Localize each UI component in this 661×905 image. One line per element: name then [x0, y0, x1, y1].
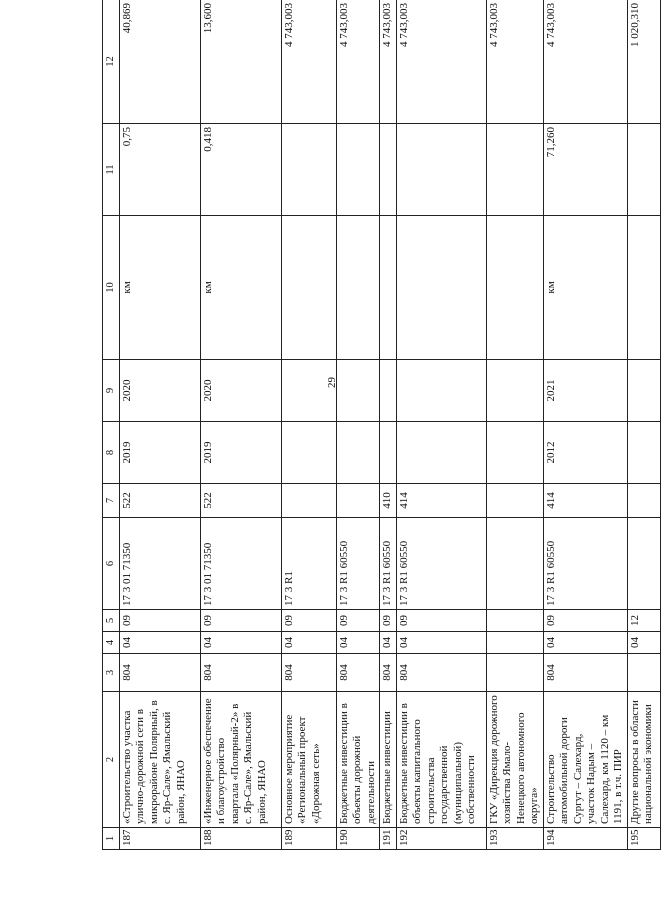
cell-row-number: 189 — [281, 828, 336, 850]
header-cell: 12 — [103, 0, 120, 124]
header-cell: 10 — [103, 216, 120, 360]
cell-col-8: 2019 — [200, 422, 281, 484]
cell-col-3: 804 — [380, 654, 397, 692]
cell-col-9: 2020 — [119, 360, 200, 422]
cell-col-6: 17 3 R1 — [281, 518, 336, 610]
cell-col-6: 17 3 01 71350 — [200, 518, 281, 610]
cell-col-5 — [486, 610, 543, 632]
cell-col-3 — [627, 654, 660, 692]
cell-col-5: 09 — [281, 610, 336, 632]
cell-col-11: 0,75 — [119, 124, 200, 216]
cell-col-7 — [486, 484, 543, 518]
cell-col-11 — [396, 124, 486, 216]
cell-col-12: 4 743,003 — [486, 0, 543, 124]
cell-row-number: 195 — [627, 828, 660, 850]
cell-col-7: 522 — [119, 484, 200, 518]
cell-col-6: 17 3 R1 60550 — [396, 518, 486, 610]
cell-row-number: 194 — [543, 828, 627, 850]
cell-col-8 — [396, 422, 486, 484]
cell-col-11: 0,418 — [200, 124, 281, 216]
cell-col-12: 1 020,310 — [627, 0, 660, 124]
table-row — [380, 0, 397, 850]
cell-name: «Строительство участка улично-дорожной сети в микрорайоне Полярный, в с. Яр-Сале», Ямальский район, ЯНАО — [119, 692, 200, 828]
header-cell: 2 — [103, 692, 120, 828]
header-cell: 7 — [103, 484, 120, 518]
table-row — [119, 0, 200, 850]
cell-col-8: 2019 — [119, 422, 200, 484]
cell-col-5: 09 — [336, 610, 380, 632]
cell-col-5: 12 — [627, 610, 660, 632]
cell-col-7: 522 — [200, 484, 281, 518]
cell-name: Бюджетные инвестиции в объекты капитального строительства государственной (муниципальной) собственности — [396, 692, 486, 828]
cell-row-number: 191 — [380, 828, 397, 850]
header-cell: 8 — [103, 422, 120, 484]
cell-col-3: 804 — [396, 654, 486, 692]
cell-name: Строительство автомобильной дороги Сургут – Салехард, участок Надым – Салехард, км 1120 – км 1191, в т.ч. ПИР — [543, 692, 627, 828]
cell-col-10 — [396, 216, 486, 360]
cell-col-3: 804 — [281, 654, 336, 692]
cell-col-9 — [281, 360, 336, 422]
cell-row-number: 190 — [336, 828, 380, 850]
header-cell: 5 — [103, 610, 120, 632]
cell-col-11 — [336, 124, 380, 216]
cell-col-4: 04 — [627, 632, 660, 654]
cell-col-10: км — [119, 216, 200, 360]
cell-col-10 — [336, 216, 380, 360]
cell-col-8: 2012 — [543, 422, 627, 484]
cell-col-4: 04 — [119, 632, 200, 654]
table-row — [200, 0, 281, 850]
cell-col-12: 4 743,003 — [336, 0, 380, 124]
cell-col-11 — [281, 124, 336, 216]
cell-col-3: 804 — [543, 654, 627, 692]
table-row — [627, 0, 660, 850]
cell-col-4: 04 — [396, 632, 486, 654]
cell-col-10 — [380, 216, 397, 360]
header-cell: 3 — [103, 654, 120, 692]
cell-col-3: 804 — [336, 654, 380, 692]
cell-col-8 — [380, 422, 397, 484]
cell-col-12: 4 743,003 — [281, 0, 336, 124]
cell-col-9 — [396, 360, 486, 422]
page-number: 29 — [326, 377, 338, 388]
cell-col-12: 13,600 — [200, 0, 281, 124]
cell-col-4: 04 — [281, 632, 336, 654]
cell-col-6: 17 3 R1 60550 — [380, 518, 397, 610]
cell-col-11: 71,260 — [543, 124, 627, 216]
cell-col-11 — [486, 124, 543, 216]
header-cell: 4 — [103, 632, 120, 654]
cell-col-11 — [380, 124, 397, 216]
cell-col-11 — [627, 124, 660, 216]
cell-col-8 — [336, 422, 380, 484]
cell-col-5: 09 — [200, 610, 281, 632]
cell-col-6: 17 3 R1 60550 — [336, 518, 380, 610]
header-cell: 1 — [103, 828, 120, 850]
cell-col-4: 04 — [380, 632, 397, 654]
header-cell: 6 — [103, 518, 120, 610]
cell-col-6 — [627, 518, 660, 610]
cell-col-6 — [486, 518, 543, 610]
cell-col-9 — [486, 360, 543, 422]
cell-col-7: 410 — [380, 484, 397, 518]
cell-col-7: 414 — [396, 484, 486, 518]
cell-col-10: км — [543, 216, 627, 360]
budget-table — [102, 0, 661, 850]
rotated-page-content — [102, 0, 654, 850]
cell-col-6: 17 3 01 71350 — [119, 518, 200, 610]
cell-col-9 — [627, 360, 660, 422]
cell-name: «Инженерное обеспечение и благоустройство квартала «Полярный-2» в с. Яр-Сале», Ямальский район, ЯНАО — [200, 692, 281, 828]
cell-col-5: 09 — [119, 610, 200, 632]
cell-col-8 — [281, 422, 336, 484]
table-header-row — [103, 0, 120, 850]
header-cell: 11 — [103, 124, 120, 216]
cell-col-12: 4 743,003 — [380, 0, 397, 124]
cell-col-10: км — [200, 216, 281, 360]
cell-row-number: 193 — [486, 828, 543, 850]
cell-col-9: 2020 — [200, 360, 281, 422]
cell-name: Бюджетные инвестиции в объекты дорожной деятельности — [336, 692, 380, 828]
cell-col-9 — [336, 360, 380, 422]
cell-col-7 — [336, 484, 380, 518]
cell-row-number: 188 — [200, 828, 281, 850]
cell-name: Основное мероприятие «Региональный проект «Дорожная сеть» — [281, 692, 336, 828]
header-cell: 9 — [103, 360, 120, 422]
cell-col-7 — [281, 484, 336, 518]
table-row — [486, 0, 543, 850]
table-row — [396, 0, 486, 850]
cell-row-number: 192 — [396, 828, 486, 850]
cell-col-12: 4 743,003 — [543, 0, 627, 124]
cell-col-4: 04 — [200, 632, 281, 654]
cell-col-4 — [486, 632, 543, 654]
table-row — [543, 0, 627, 850]
cell-col-3 — [486, 654, 543, 692]
cell-col-10 — [486, 216, 543, 360]
cell-col-5: 09 — [543, 610, 627, 632]
table-row — [281, 0, 336, 850]
cell-col-12: 40,869 — [119, 0, 200, 124]
cell-col-9 — [380, 360, 397, 422]
cell-name: Бюджетные инвестиции — [380, 692, 397, 828]
table-row — [336, 0, 380, 850]
cell-col-5: 09 — [396, 610, 486, 632]
cell-col-8 — [627, 422, 660, 484]
cell-col-4: 04 — [543, 632, 627, 654]
cell-col-3: 804 — [119, 654, 200, 692]
cell-name: ГКУ «Дирекция дорожного хозяйства Ямало-Ненецкого автономного округа» — [486, 692, 543, 828]
cell-col-7: 414 — [543, 484, 627, 518]
cell-row-number: 187 — [119, 828, 200, 850]
cell-col-10 — [627, 216, 660, 360]
cell-col-5: 09 — [380, 610, 397, 632]
cell-col-12: 4 743,003 — [396, 0, 486, 124]
cell-col-8 — [486, 422, 543, 484]
cell-col-10 — [281, 216, 336, 360]
cell-col-7 — [627, 484, 660, 518]
cell-col-6: 17 3 R1 60550 — [543, 518, 627, 610]
cell-col-3: 804 — [200, 654, 281, 692]
cell-col-4: 04 — [336, 632, 380, 654]
cell-name: Другие вопросы в области национальной экономики — [627, 692, 660, 828]
cell-col-9: 2021 — [543, 360, 627, 422]
